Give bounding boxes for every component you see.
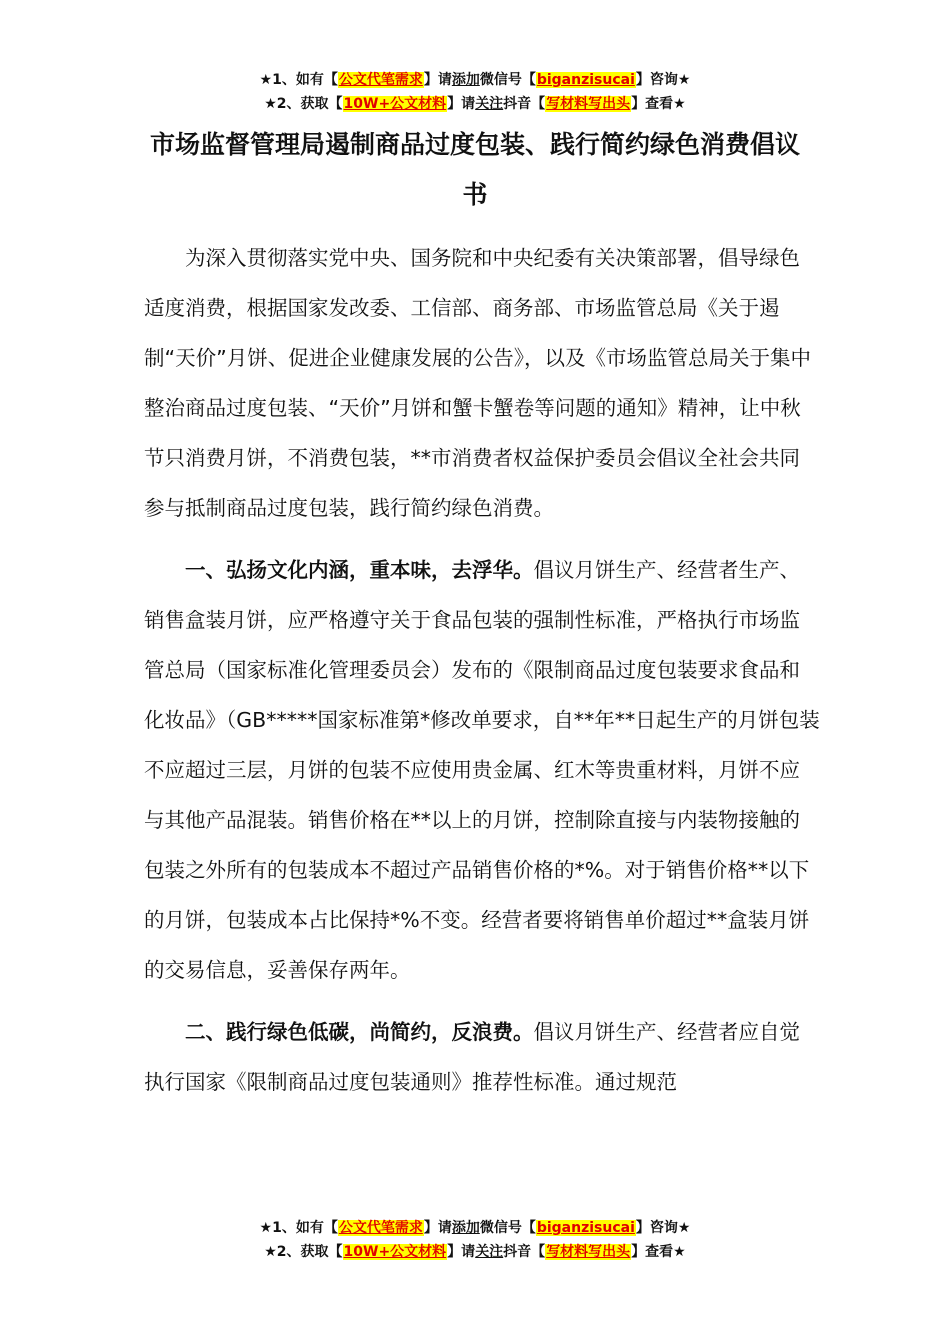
promo-text: 】查看★ — [631, 1244, 686, 1260]
section-1-paragraph — [144, 545, 820, 995]
section-1-heading: 一、弘扬文化内涵，重本味，去浮华。 — [185, 558, 534, 582]
promo-text: ★1、如有【 — [259, 72, 338, 88]
section-2-body: 倡议月饼生产、经营者应自觉执行国家《限制商品过度包装通则》推荐性标准。通过规范 — [144, 1020, 800, 1094]
paragraph-spacer — [144, 995, 820, 1007]
promo-banner-top — [0, 68, 950, 116]
promo-underlined-text: 关注 — [475, 1244, 504, 1260]
promo-line-1 — [0, 68, 950, 92]
promo-line-2 — [0, 1240, 950, 1264]
document-body — [144, 233, 820, 1107]
document-title: 市场监督管理局遏制商品过度包装、践行简约绿色消费倡议书 — [149, 130, 800, 209]
promo-text: ★2、获取【 — [264, 1244, 343, 1260]
promo-text: 】请 — [423, 72, 452, 88]
promo-line-1 — [0, 1216, 950, 1240]
promo-underlined-text: 添加 — [451, 1220, 480, 1236]
section-2-paragraph — [144, 1007, 820, 1107]
promo-text: 】咨询★ — [635, 1220, 691, 1236]
paragraph-spacer — [144, 533, 820, 545]
promo-line-2 — [0, 92, 950, 116]
promo-text: 】请 — [423, 1220, 452, 1236]
promo-text: ★1、如有【 — [259, 1220, 338, 1236]
intro-paragraph: 为深入贯彻落实党中央、国务院和中央纪委有关决策部署，倡导绿色适度消费，根据国家发改委、工信部、商务部、市场监管总局《关于遏制“天价”月饼、促进企业健康发展的公告》，以及《市场监管总局关于集中整治商品过度包装、“天价”月饼和蟹卡蟹卷等问题的通知》精神，让中秋节只消费月饼，不消费包装，**市消费者权益保护委员会倡议全社会共同参与抵制商品过度包装，践行简约绿色消费。 — [144, 246, 811, 520]
promo-highlight-douyin: 写材料写出头 — [546, 1244, 631, 1260]
promo-text: 】请 — [447, 96, 476, 112]
promo-text: ★2、获取【 — [264, 96, 343, 112]
promo-underlined-text: 关注 — [475, 96, 504, 112]
promo-underlined-text: 添加 — [451, 72, 480, 88]
promo-highlight-wechat: biganzisucai — [536, 72, 635, 88]
section-1-body: 倡议月饼生产、经营者生产、销售盒装月饼，应严格遵守关于食品包装的强制性标准，严格执行市场监管总局（国家标准化管理委员会）发布的《限制商品过度包装要求食品和化妆品》（GB*****国家标准第*修改单要求，自**年**日起生产的月饼包装不应超过三层，月饼的包装不应使用贵金属、红木等贵重材料，月饼不应与其他产品混装。销售价格在**以上的月饼，控制除直接与内装物接触的包装之外所有的包装成本不超过产品销售价格的*%。对于销售价格**以下的月饼，包装成本占比保持*%不变。经营者要将销售单价超过**盒装月饼的交易信息，妥善保存两年。 — [144, 558, 820, 982]
promo-text: 微信号【 — [479, 1220, 536, 1236]
promo-highlight: 公文代笔需求 — [338, 1220, 423, 1236]
promo-highlight: 10W+公文材料 — [343, 1244, 447, 1260]
promo-highlight: 10W+公文材料 — [343, 96, 447, 112]
promo-text: 】咨询★ — [635, 72, 691, 88]
promo-highlight-douyin: 写材料写出头 — [546, 96, 631, 112]
section-2-heading: 二、践行绿色低碳，尚简约，反浪费。 — [185, 1020, 534, 1044]
promo-highlight-wechat: biganzisucai — [536, 1220, 635, 1236]
promo-text: 抖音【 — [503, 1244, 546, 1260]
promo-highlight: 公文代笔需求 — [338, 72, 423, 88]
promo-text: 】请 — [447, 1244, 476, 1260]
promo-text: 微信号【 — [479, 72, 536, 88]
promo-text: 抖音【 — [503, 96, 546, 112]
promo-banner-bottom — [0, 1216, 950, 1264]
promo-text: 】查看★ — [631, 96, 686, 112]
